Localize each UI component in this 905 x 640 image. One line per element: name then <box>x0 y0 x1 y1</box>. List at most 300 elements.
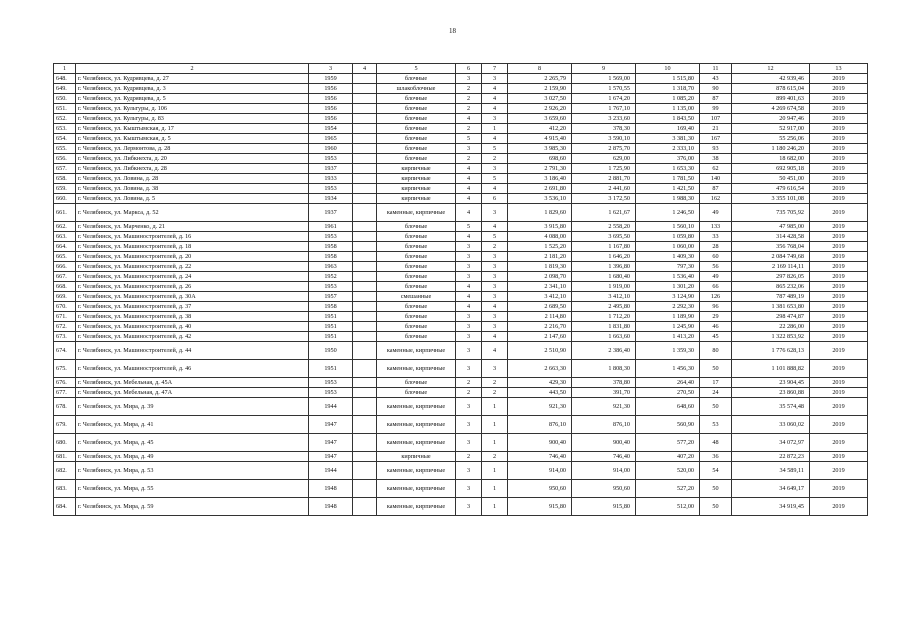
residential-area-cell: 1 245,90 <box>636 322 700 332</box>
living-area-cell: 1 808,30 <box>572 360 636 378</box>
floors-cell: 4 <box>456 292 482 302</box>
build-year-cell: 1956 <box>309 94 353 104</box>
floors-cell: 2 <box>456 84 482 94</box>
address-cell: г. Челябинск, ул. Машиностроителей, д. 24 <box>76 272 309 282</box>
plan-year-cell: 2019 <box>810 242 868 252</box>
build-year-cell: 1934 <box>309 194 353 204</box>
build-year-cell: 1953 <box>309 282 353 292</box>
row-number-cell: 665. <box>54 252 76 262</box>
residents-cell: 17 <box>700 378 732 388</box>
row-number-cell: 674. <box>54 342 76 360</box>
row-number-cell: 683. <box>54 480 76 498</box>
living-area-cell: 950,60 <box>572 480 636 498</box>
table-row <box>54 388 868 398</box>
address-cell: г. Челябинск, ул. Мебельная, д. 47А <box>76 388 309 398</box>
total-area-cell: 746,40 <box>508 452 572 462</box>
plan-year-cell: 2019 <box>810 302 868 312</box>
repair-cost-cell: 1 322 853,92 <box>732 332 810 342</box>
wall-material-cell: каменные, кирпичные <box>377 204 456 222</box>
table-row <box>54 480 868 498</box>
plan-year-cell: 2019 <box>810 134 868 144</box>
floors-cell: 4 <box>456 204 482 222</box>
build-year-cell: 1953 <box>309 154 353 164</box>
total-area-cell: 2 791,30 <box>508 164 572 174</box>
residential-area-cell: 1 189,90 <box>636 312 700 322</box>
table-row <box>54 360 868 378</box>
table-row <box>54 74 868 84</box>
wall-material-cell: блочные <box>377 242 456 252</box>
floors-cell: 3 <box>456 144 482 154</box>
address-cell: г. Челябинск, ул. Либкнехта, д. 20 <box>76 154 309 164</box>
living-area-cell: 921,30 <box>572 398 636 416</box>
plan-year-cell: 2019 <box>810 262 868 272</box>
plan-year-cell: 2019 <box>810 144 868 154</box>
table-row <box>54 204 868 222</box>
repair-cost-cell: 899 401,63 <box>732 94 810 104</box>
entrances-cell: 5 <box>482 232 508 242</box>
residential-area-cell: 1 059,80 <box>636 232 700 242</box>
row-number-cell: 662. <box>54 222 76 232</box>
living-area-cell: 2 495,80 <box>572 302 636 312</box>
entrances-cell: 3 <box>482 164 508 174</box>
total-area-cell: 3 985,30 <box>508 144 572 154</box>
repair-cost-cell: 20 947,46 <box>732 114 810 124</box>
residents-cell: 87 <box>700 94 732 104</box>
address-cell: г. Челябинск, ул. Мира, д. 49 <box>76 452 309 462</box>
living-area-cell: 1 646,20 <box>572 252 636 262</box>
address-cell: г. Челябинск, ул. Машиностроителей, д. 42 <box>76 332 309 342</box>
residents-cell: 53 <box>700 416 732 434</box>
column-header-8: 8 <box>508 64 572 74</box>
floors-cell: 4 <box>456 184 482 194</box>
residential-area-cell: 1 456,30 <box>636 360 700 378</box>
total-area-cell: 2 159,90 <box>508 84 572 94</box>
total-area-cell: 2 691,80 <box>508 184 572 194</box>
total-area-cell: 3 412,10 <box>508 292 572 302</box>
living-area-cell: 915,80 <box>572 498 636 516</box>
living-area-cell: 1 680,40 <box>572 272 636 282</box>
row-number-cell: 661. <box>54 204 76 222</box>
column-header-11: 11 <box>700 64 732 74</box>
residents-cell: 21 <box>700 124 732 134</box>
living-area-cell: 629,00 <box>572 154 636 164</box>
table-row <box>54 262 868 272</box>
entrances-cell: 1 <box>482 398 508 416</box>
repair-cost-cell: 314 428,58 <box>732 232 810 242</box>
plan-year-cell: 2019 <box>810 104 868 114</box>
floors-cell: 3 <box>456 416 482 434</box>
build-year-cell: 1944 <box>309 398 353 416</box>
wall-material-cell: каменные, кирпичные <box>377 342 456 360</box>
total-area-cell: 412,20 <box>508 124 572 134</box>
column-4-cell <box>353 154 377 164</box>
column-4-cell <box>353 262 377 272</box>
row-number-cell: 673. <box>54 332 76 342</box>
total-area-cell: 915,80 <box>508 498 572 516</box>
row-number-cell: 666. <box>54 262 76 272</box>
wall-material-cell: кирпичные <box>377 174 456 184</box>
entrances-cell: 2 <box>482 388 508 398</box>
floors-cell: 4 <box>456 282 482 292</box>
row-number-cell: 654. <box>54 134 76 144</box>
plan-year-cell: 2019 <box>810 462 868 480</box>
plan-year-cell: 2019 <box>810 204 868 222</box>
floors-cell: 3 <box>456 262 482 272</box>
table-row <box>54 144 868 154</box>
floors-cell: 3 <box>456 312 482 322</box>
table-row <box>54 164 868 174</box>
wall-material-cell: блочные <box>377 154 456 164</box>
table-row <box>54 452 868 462</box>
total-area-cell: 2 689,50 <box>508 302 572 312</box>
wall-material-cell: блочные <box>377 252 456 262</box>
address-cell: г. Челябинск, ул. Мира, д. 53 <box>76 462 309 480</box>
plan-year-cell: 2019 <box>810 154 868 164</box>
repair-cost-cell: 42 939,46 <box>732 74 810 84</box>
entrances-cell: 1 <box>482 462 508 480</box>
column-4-cell <box>353 204 377 222</box>
entrances-cell: 3 <box>482 282 508 292</box>
residential-area-cell: 270,50 <box>636 388 700 398</box>
row-number-cell: 681. <box>54 452 76 462</box>
living-area-cell: 378,80 <box>572 378 636 388</box>
plan-year-cell: 2019 <box>810 222 868 232</box>
row-number-cell: 669. <box>54 292 76 302</box>
living-area-cell: 1 831,80 <box>572 322 636 332</box>
row-number-cell: 671. <box>54 312 76 322</box>
residential-area-cell: 512,00 <box>636 498 700 516</box>
address-cell: г. Челябинск, ул. Кудрявцева, д. 3 <box>76 84 309 94</box>
wall-material-cell: блочные <box>377 134 456 144</box>
residents-cell: 126 <box>700 292 732 302</box>
row-number-cell: 664. <box>54 242 76 252</box>
wall-material-cell: кирпичные <box>377 452 456 462</box>
housing-register-table <box>53 63 868 516</box>
entrances-cell: 3 <box>482 312 508 322</box>
total-area-cell: 3 186,40 <box>508 174 572 184</box>
column-4-cell <box>353 462 377 480</box>
living-area-cell: 1 396,80 <box>572 262 636 272</box>
floors-cell: 3 <box>456 252 482 262</box>
row-number-cell: 652. <box>54 114 76 124</box>
wall-material-cell: блочные <box>377 388 456 398</box>
total-area-cell: 3 536,10 <box>508 194 572 204</box>
address-cell: г. Челябинск, ул. Ловина, д. 28 <box>76 174 309 184</box>
table-row <box>54 342 868 360</box>
table-row <box>54 232 868 242</box>
living-area-cell: 2 558,20 <box>572 222 636 232</box>
residents-cell: 48 <box>700 434 732 452</box>
table-body <box>54 74 868 516</box>
living-area-cell: 1 919,00 <box>572 282 636 292</box>
plan-year-cell: 2019 <box>810 272 868 282</box>
entrances-cell: 1 <box>482 480 508 498</box>
row-number-cell: 679. <box>54 416 76 434</box>
table-row <box>54 416 868 434</box>
repair-cost-cell: 18 682,00 <box>732 154 810 164</box>
residents-cell: 50 <box>700 480 732 498</box>
wall-material-cell: блочные <box>377 312 456 322</box>
address-cell: г. Челябинск, ул. Машиностроителей, д. 18 <box>76 242 309 252</box>
build-year-cell: 1947 <box>309 416 353 434</box>
row-number-cell: 656. <box>54 154 76 164</box>
column-4-cell <box>353 84 377 94</box>
floors-cell: 3 <box>456 242 482 252</box>
entrances-cell: 4 <box>482 134 508 144</box>
repair-cost-cell: 33 060,02 <box>732 416 810 434</box>
residents-cell: 43 <box>700 74 732 84</box>
column-header-12: 12 <box>732 64 810 74</box>
row-number-cell: 676. <box>54 378 76 388</box>
residents-cell: 162 <box>700 194 732 204</box>
residents-cell: 107 <box>700 114 732 124</box>
address-cell: г. Челябинск, ул. Машиностроителей, д. 38 <box>76 312 309 322</box>
total-area-cell: 950,60 <box>508 480 572 498</box>
residents-cell: 49 <box>700 204 732 222</box>
living-area-cell: 1 712,20 <box>572 312 636 322</box>
floors-cell: 2 <box>456 154 482 164</box>
residential-area-cell: 797,30 <box>636 262 700 272</box>
repair-cost-cell: 479 616,54 <box>732 184 810 194</box>
residents-cell: 140 <box>700 174 732 184</box>
column-4-cell <box>353 416 377 434</box>
plan-year-cell: 2019 <box>810 282 868 292</box>
row-number-cell: 650. <box>54 94 76 104</box>
table-row <box>54 104 868 114</box>
residential-area-cell: 407,20 <box>636 452 700 462</box>
entrances-cell: 2 <box>482 452 508 462</box>
table-row <box>54 462 868 480</box>
table-row <box>54 302 868 312</box>
wall-material-cell: смешанные <box>377 292 456 302</box>
build-year-cell: 1965 <box>309 134 353 144</box>
build-year-cell: 1944 <box>309 462 353 480</box>
address-cell: г. Челябинск, ул. Машиностроителей, д. 16 <box>76 232 309 242</box>
plan-year-cell: 2019 <box>810 114 868 124</box>
row-number-cell: 678. <box>54 398 76 416</box>
entrances-cell: 3 <box>482 204 508 222</box>
plan-year-cell: 2019 <box>810 388 868 398</box>
total-area-cell: 914,00 <box>508 462 572 480</box>
wall-material-cell: кирпичные <box>377 194 456 204</box>
column-header-6: 6 <box>456 64 482 74</box>
total-area-cell: 2 341,10 <box>508 282 572 292</box>
total-area-cell: 3 915,80 <box>508 222 572 232</box>
total-area-cell: 3 027,50 <box>508 94 572 104</box>
entrances-cell: 4 <box>482 104 508 114</box>
table-row <box>54 378 868 388</box>
wall-material-cell: каменные, кирпичные <box>377 480 456 498</box>
page-number: 18 <box>449 27 456 35</box>
entrances-cell: 2 <box>482 154 508 164</box>
wall-material-cell: блочные <box>377 378 456 388</box>
address-cell: г. Челябинск, ул. Машиностроителей, д. 44 <box>76 342 309 360</box>
residential-area-cell: 1 301,20 <box>636 282 700 292</box>
address-cell: г. Челябинск, ул. Лермонтова, д. 28 <box>76 144 309 154</box>
wall-material-cell: блочные <box>377 262 456 272</box>
address-cell: г. Челябинск, ул. Мира, д. 55 <box>76 480 309 498</box>
residential-area-cell: 2 333,10 <box>636 144 700 154</box>
column-header-3: 3 <box>309 64 353 74</box>
wall-material-cell: блочные <box>377 104 456 114</box>
plan-year-cell: 2019 <box>810 360 868 378</box>
entrances-cell: 4 <box>482 84 508 94</box>
table-row <box>54 94 868 104</box>
table-row <box>54 134 868 144</box>
living-area-cell: 1 674,20 <box>572 94 636 104</box>
living-area-cell: 2 881,70 <box>572 174 636 184</box>
residential-area-cell: 1 781,50 <box>636 174 700 184</box>
table-row <box>54 222 868 232</box>
residents-cell: 133 <box>700 222 732 232</box>
wall-material-cell: блочные <box>377 94 456 104</box>
living-area-cell: 3 590,10 <box>572 134 636 144</box>
column-header-1: 1 <box>54 64 76 74</box>
address-cell: г. Челябинск, ул. Ловина, д. 5 <box>76 194 309 204</box>
total-area-cell: 876,10 <box>508 416 572 434</box>
total-area-cell: 2 663,30 <box>508 360 572 378</box>
residential-area-cell: 264,40 <box>636 378 700 388</box>
repair-cost-cell: 55 256,06 <box>732 134 810 144</box>
column-4-cell <box>353 292 377 302</box>
column-4-cell <box>353 164 377 174</box>
plan-year-cell: 2019 <box>810 312 868 322</box>
table-row <box>54 242 868 252</box>
residents-cell: 90 <box>700 84 732 94</box>
residential-area-cell: 1 318,70 <box>636 84 700 94</box>
table-row <box>54 312 868 322</box>
plan-year-cell: 2019 <box>810 498 868 516</box>
residents-cell: 96 <box>700 302 732 312</box>
entrances-cell: 1 <box>482 434 508 452</box>
build-year-cell: 1948 <box>309 498 353 516</box>
table-row <box>54 292 868 302</box>
living-area-cell: 378,30 <box>572 124 636 134</box>
address-cell: г. Челябинск, ул. Мира, д. 59 <box>76 498 309 516</box>
repair-cost-cell: 865 232,06 <box>732 282 810 292</box>
floors-cell: 3 <box>456 498 482 516</box>
table-row <box>54 332 868 342</box>
entrances-cell: 4 <box>482 184 508 194</box>
repair-cost-cell: 1 381 653,80 <box>732 302 810 312</box>
plan-year-cell: 2019 <box>810 342 868 360</box>
row-number-cell: 649. <box>54 84 76 94</box>
floors-cell: 5 <box>456 222 482 232</box>
floors-cell: 3 <box>456 322 482 332</box>
residents-cell: 66 <box>700 282 732 292</box>
total-area-cell: 2 265,79 <box>508 74 572 84</box>
column-4-cell <box>353 302 377 312</box>
entrances-cell: 3 <box>482 74 508 84</box>
row-number-cell: 677. <box>54 388 76 398</box>
living-area-cell: 1 663,60 <box>572 332 636 342</box>
floors-cell: 3 <box>456 272 482 282</box>
table-row <box>54 174 868 184</box>
living-area-cell: 900,40 <box>572 434 636 452</box>
build-year-cell: 1952 <box>309 272 353 282</box>
column-4-cell <box>353 322 377 332</box>
build-year-cell: 1951 <box>309 360 353 378</box>
floors-cell: 5 <box>456 134 482 144</box>
row-number-cell: 684. <box>54 498 76 516</box>
residents-cell: 46 <box>700 322 732 332</box>
residential-area-cell: 2 292,30 <box>636 302 700 312</box>
column-header-4: 4 <box>353 64 377 74</box>
residents-cell: 38 <box>700 154 732 164</box>
wall-material-cell: блочные <box>377 222 456 232</box>
build-year-cell: 1960 <box>309 144 353 154</box>
plan-year-cell: 2019 <box>810 292 868 302</box>
build-year-cell: 1957 <box>309 292 353 302</box>
residential-area-cell: 1 409,30 <box>636 252 700 262</box>
total-area-cell: 3 659,60 <box>508 114 572 124</box>
plan-year-cell: 2019 <box>810 322 868 332</box>
entrances-cell: 3 <box>482 272 508 282</box>
build-year-cell: 1951 <box>309 332 353 342</box>
address-cell: г. Челябинск, ул. Культуры, д. 83 <box>76 114 309 124</box>
column-4-cell <box>353 434 377 452</box>
repair-cost-cell: 298 474,87 <box>732 312 810 322</box>
total-area-cell: 4 915,40 <box>508 134 572 144</box>
living-area-cell: 1 569,00 <box>572 74 636 84</box>
entrances-cell: 5 <box>482 174 508 184</box>
address-cell: г. Челябинск, ул. Мира, д. 41 <box>76 416 309 434</box>
residential-area-cell: 1 359,30 <box>636 342 700 360</box>
residents-cell: 33 <box>700 232 732 242</box>
wall-material-cell: кирпичные <box>377 184 456 194</box>
repair-cost-cell: 22 872,23 <box>732 452 810 462</box>
repair-cost-cell: 787 489,19 <box>732 292 810 302</box>
total-area-cell: 4 088,00 <box>508 232 572 242</box>
floors-cell: 2 <box>456 104 482 114</box>
repair-cost-cell: 735 705,92 <box>732 204 810 222</box>
residential-area-cell: 1 413,20 <box>636 332 700 342</box>
total-area-cell: 2 147,60 <box>508 332 572 342</box>
repair-cost-cell: 1 101 888,82 <box>732 360 810 378</box>
repair-cost-cell: 23 860,88 <box>732 388 810 398</box>
total-area-cell: 1 829,60 <box>508 204 572 222</box>
living-area-cell: 2 875,70 <box>572 144 636 154</box>
row-number-cell: 659. <box>54 184 76 194</box>
build-year-cell: 1956 <box>309 114 353 124</box>
table-row <box>54 194 868 204</box>
residents-cell: 49 <box>700 272 732 282</box>
address-cell: г. Челябинск, ул. Мира, д. 45 <box>76 434 309 452</box>
entrances-cell: 2 <box>482 378 508 388</box>
residential-area-cell: 3 381,30 <box>636 134 700 144</box>
repair-cost-cell: 34 589,11 <box>732 462 810 480</box>
residents-cell: 29 <box>700 312 732 322</box>
total-area-cell: 921,30 <box>508 398 572 416</box>
total-area-cell: 1 525,20 <box>508 242 572 252</box>
row-number-cell: 660. <box>54 194 76 204</box>
living-area-cell: 914,00 <box>572 462 636 480</box>
build-year-cell: 1956 <box>309 84 353 94</box>
entrances-cell: 3 <box>482 292 508 302</box>
address-cell: г. Челябинск, ул. Машиностроителей, д. 46 <box>76 360 309 378</box>
residents-cell: 50 <box>700 398 732 416</box>
row-number-cell: 655. <box>54 144 76 154</box>
floors-cell: 4 <box>456 194 482 204</box>
column-4-cell <box>353 498 377 516</box>
plan-year-cell: 2019 <box>810 332 868 342</box>
entrances-cell: 4 <box>482 332 508 342</box>
residents-cell: 45 <box>700 332 732 342</box>
table-row <box>54 154 868 164</box>
total-area-cell: 2 181,20 <box>508 252 572 262</box>
entrances-cell: 3 <box>482 252 508 262</box>
column-4-cell <box>353 232 377 242</box>
